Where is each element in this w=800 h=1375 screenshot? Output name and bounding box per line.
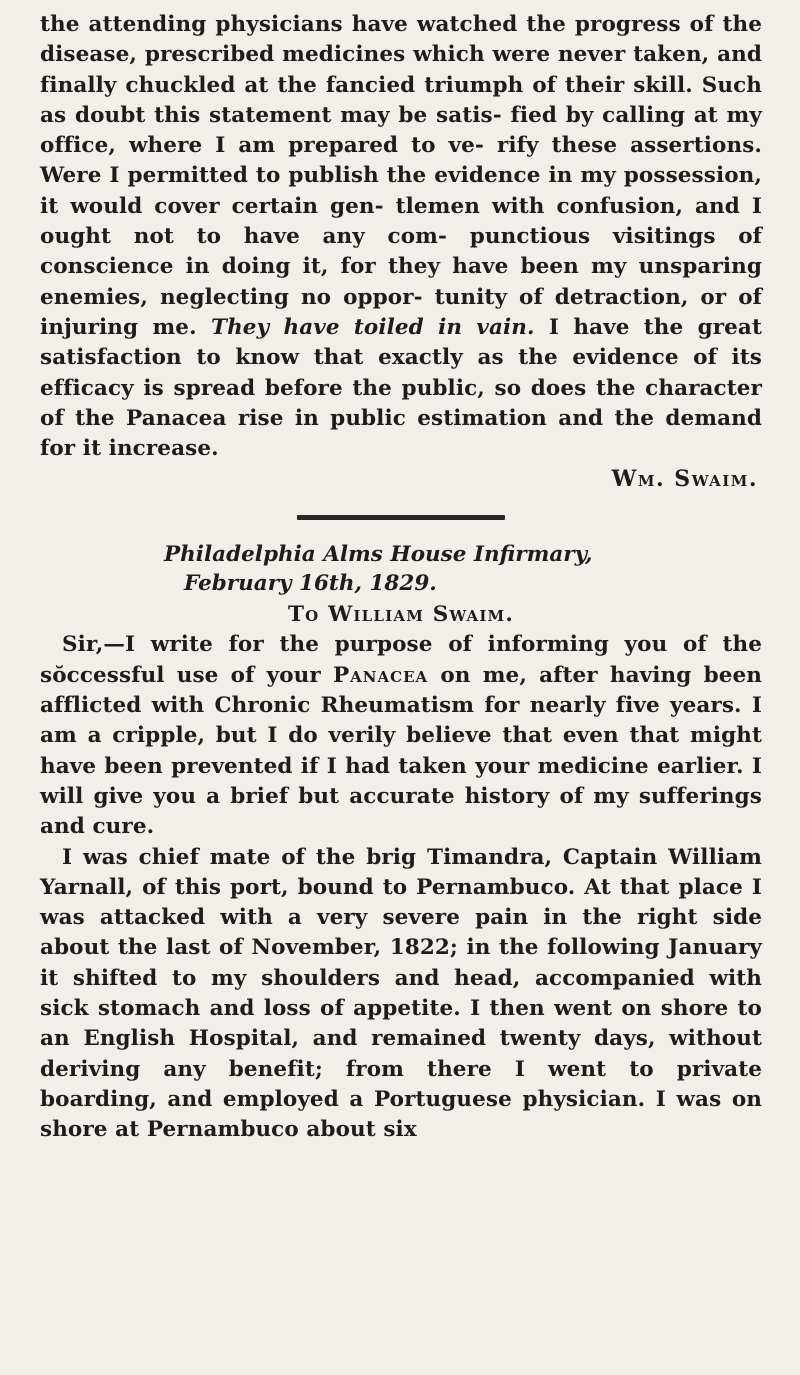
paragraph-line: rify these assertions. Were I permitted to publish the bbox=[40, 133, 762, 189]
paragraph-line: fied by calling at my office, where I am prepared to ve- bbox=[40, 102, 762, 159]
dateline-date: February 16th, 1829. bbox=[184, 571, 437, 597]
document-page bbox=[40, 10, 762, 1146]
italic-phrase: They have toiled in vain. bbox=[210, 314, 535, 340]
section-divider bbox=[297, 515, 505, 520]
dateline-location: Philadelphia Alms House Infirmary, bbox=[164, 542, 593, 568]
paragraph-line: taken, and finally chuckled at the fancied triumph of bbox=[40, 42, 762, 98]
paragraph-line: the disease, prescribed medicines which were never bbox=[40, 12, 762, 68]
paragraph-line: their skill. Such as doubt this statement may be satis- bbox=[40, 72, 762, 128]
paragraph-closing: I have the great satisfaction to know that exactly as the evidence of its efficacy is spread before the public, so does the character of the Panacea rise in public estimation and the demand for it increase. bbox=[40, 314, 762, 462]
paragraph-line: the attending physicians have watched the progress of bbox=[40, 12, 714, 37]
paragraph-line: have been my unsparing enemies, neglecting no oppor- bbox=[40, 254, 763, 310]
paragraph-line: evidence in my possession, it would cover certain gen- bbox=[40, 163, 762, 219]
letter-p1-end: on me, after having been afflicted with Chronic Rheumatism for nearly five years. I am a cripple, but I do verily believe that even that might have been prevented if I had taken your medicine earlier. I will give you a brief but accurate history of my sufferings and cure. bbox=[40, 662, 762, 840]
paragraph-line: punctious visitings of conscience in doing it, for they bbox=[40, 224, 762, 280]
letter-dateline bbox=[40, 540, 762, 598]
letter-addressee: To William Swaim. bbox=[287, 602, 515, 628]
paragraph-line: tunity of detraction, or of injuring me. bbox=[40, 284, 762, 340]
paragraph-line: tlemen with confusion, and I ought not to have any com- bbox=[40, 193, 762, 250]
letter-p1-start: Sir,—I write for the purpose of informing you of the sŏccessful use of your bbox=[40, 632, 762, 688]
letter-paragraph-1 bbox=[40, 630, 762, 842]
letter-paragraph-2: I was chief mate of the brig Timandra, Captain William Yarnall, of this port, bound to Pernambuco. At that place I was attacked with a very severe pain in the right side about the last of November, 1822; in the following January it shifted to my shoulders and head, accompanied with sick stomach and loss of appetite. I then went on shore to an English Hospital, and remained twenty days, without deriving any benefit; from there I went to private boarding, and employed a Portuguese physician. I was on shore at Pernambuco about six bbox=[40, 844, 762, 1143]
panacea-word: Panacea bbox=[333, 662, 429, 688]
continued-paragraph bbox=[40, 10, 762, 464]
signature: Wm. Swaim. bbox=[611, 466, 758, 493]
